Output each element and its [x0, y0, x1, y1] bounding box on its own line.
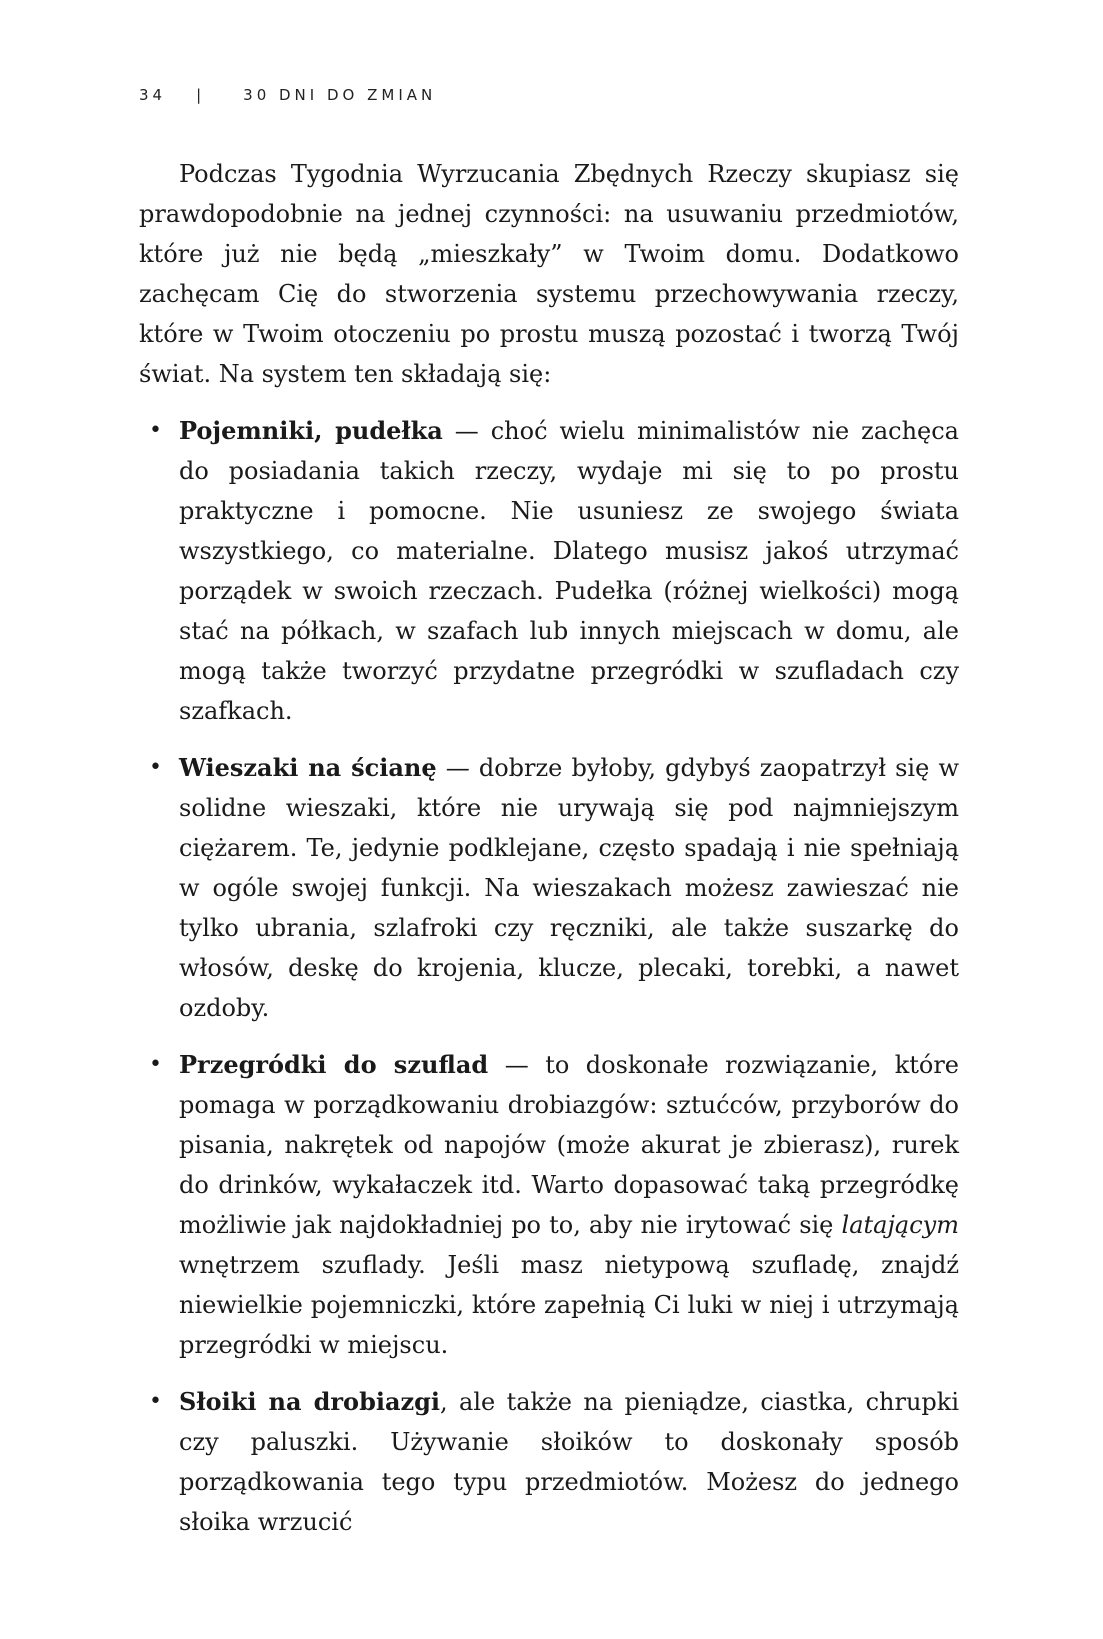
storage-list	[139, 411, 959, 1542]
list-item-text: — choć wielu minimalistów nie zachęca do posiadania takich rzeczy, wydaje mi się to po prostu praktyczne i pomocne. Nie usuniesz ze swojego świata wszystkiego, co materialne. Dlatego musisz jakoś utrzymać porządek w swoich rzeczach. Pudełka (różnej wielkości) mogą stać na półkach, w szafach lub innych miejscach w domu, ale mogą także tworzyć przydatne przegródki w szufladach czy szafkach.	[179, 417, 959, 725]
list-item	[139, 1045, 959, 1365]
page-number: 34	[139, 86, 167, 104]
book-title: 30 DNI DO ZMIAN	[243, 86, 437, 104]
list-item-term: Przegródki do szuflad	[179, 1050, 489, 1079]
list-item-text: , ale także na pieniądze, ciastka, chrupki czy paluszki. Używanie słoików to doskonały sposób porządkowania tego typu przedmiotów. Możesz do jednego słoika wrzucić	[179, 1388, 959, 1536]
list-item	[139, 1382, 959, 1542]
list-item-term: Słoiki na drobiazgi	[179, 1387, 441, 1416]
intro-paragraph: Podczas Tygodnia Wyrzucania Zbędnych Rzeczy skupiasz się prawdopodobnie na jednej czynności: na usuwaniu przedmiotów, które już nie będą „mieszkały” w Twoim domu. Dodatkowo zachęcam Cię do stworzenia systemu przechowywania rzeczy, które w Twoim otoczeniu po prostu muszą pozostać i tworzą Twój świat. Na system ten składają się:	[139, 160, 959, 388]
list-item	[139, 748, 959, 1028]
list-item-emphasis: latającym	[841, 1211, 959, 1239]
list-item-text: — dobrze byłoby, gdybyś zaopatrzył się w solidne wieszaki, które nie urywają się pod najmniejszym ciężarem. Te, jedynie podklejane, często spadają i nie spełniają w ogóle swojej funkcji. Na wieszakach możesz zawieszać nie tylko ubrania, szlafroki czy ręczniki, ale także suszarkę do włosów, deskę do krojenia, klucze, plecaki, torebki, a nawet ozdoby.	[179, 754, 959, 1022]
list-item-text: — to doskonałe rozwiązanie, które pomaga w porządkowaniu drobiazgów: sztućców, przyborów do pisania, nakrętek od napojów (może akurat je zbierasz), rurek do drinków, wykałaczek itd. Warto dopasować taką przegródkę możliwie jak najdokładniej po to, aby nie irytować się	[179, 1051, 960, 1239]
page-body	[139, 154, 959, 1542]
list-item-term: Wieszaki na ścianę	[179, 753, 437, 782]
running-header	[139, 86, 436, 104]
list-item-term: Pojemniki, pudełka	[179, 416, 443, 445]
header-separator: |	[196, 86, 206, 104]
list-item-text: wnętrzem szuflady. Jeśli masz nietypową szufladę, znajdź niewielkie pojemniczki, które zapełnią Ci luki w niej i utrzymają przegródki w miejscu.	[179, 1251, 959, 1359]
list-item	[139, 411, 959, 731]
